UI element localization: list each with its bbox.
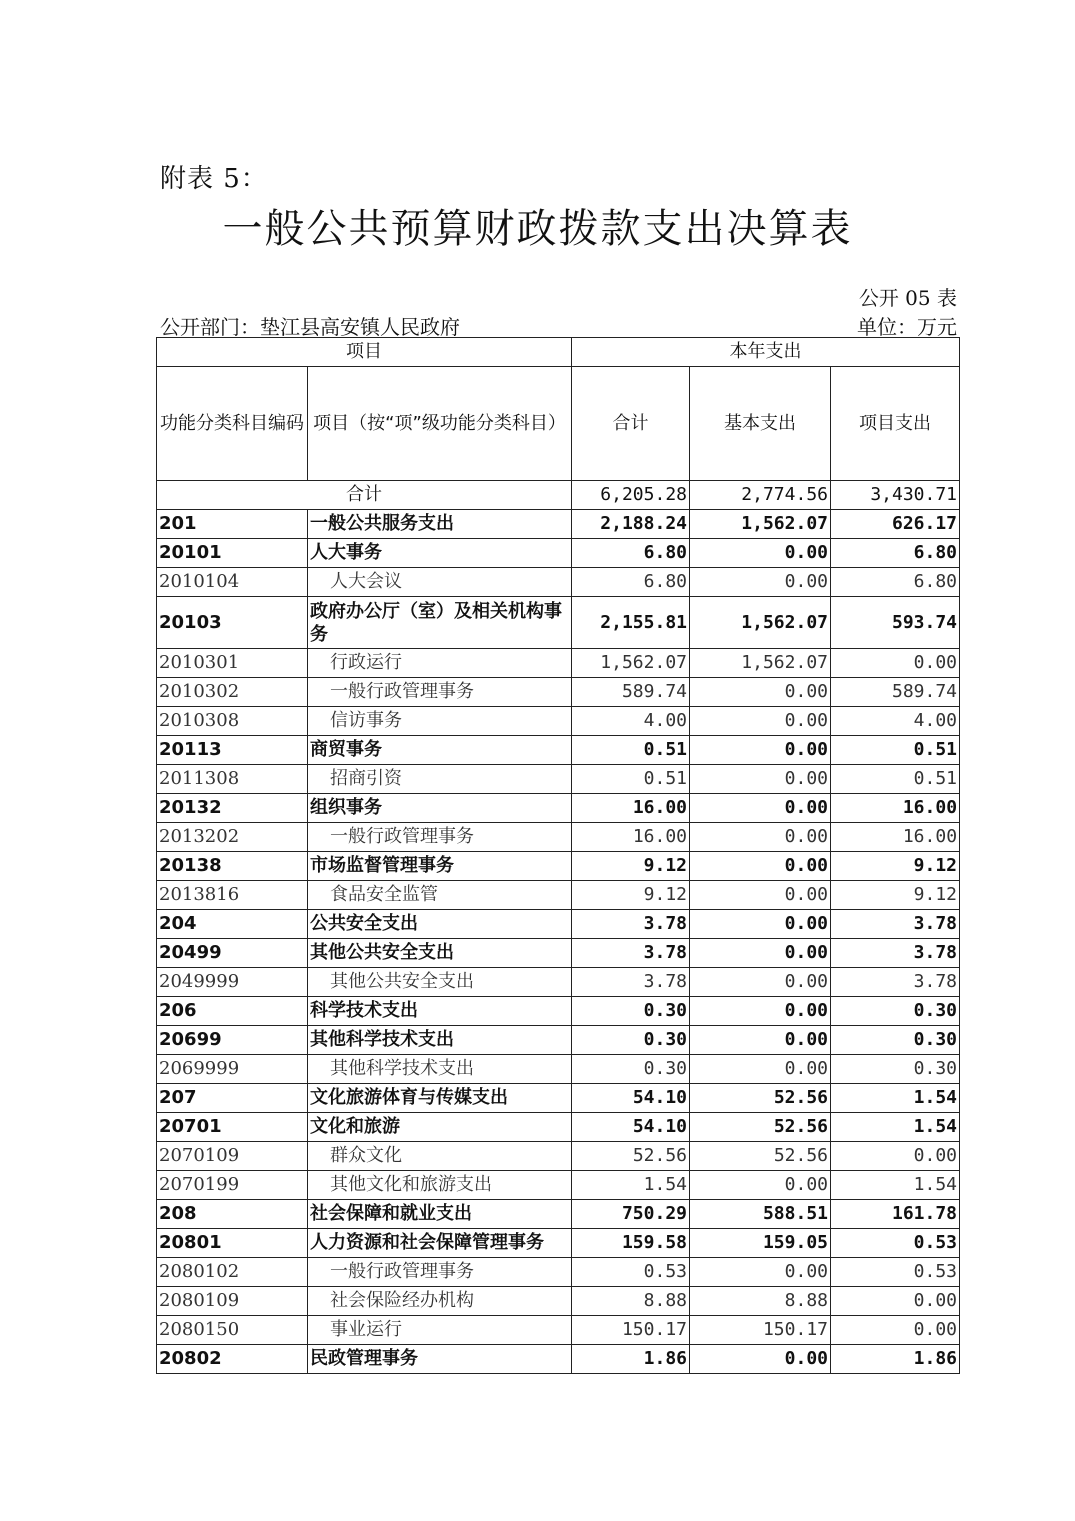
- header-name: 项目（按“项”级功能分类科目）: [308, 367, 572, 481]
- cell-code: 20101: [157, 539, 308, 568]
- cell-basic: 1,562.07: [690, 510, 831, 539]
- table-row: [157, 539, 960, 568]
- table-row: [157, 1345, 960, 1374]
- header-code: 功能分类科目编码: [157, 367, 308, 481]
- cell-name: 群众文化: [308, 1142, 572, 1171]
- cell-basic: 0.00: [690, 1258, 831, 1287]
- cell-basic: 588.51: [690, 1200, 831, 1229]
- cell-total: 54.10: [572, 1084, 690, 1113]
- cell-total: 750.29: [572, 1200, 690, 1229]
- cell-name: 文化和旅游: [308, 1113, 572, 1142]
- cell-project: 3.78: [831, 939, 960, 968]
- cell-name: 其他文化和旅游支出: [308, 1171, 572, 1200]
- cell-project: 16.00: [831, 794, 960, 823]
- cell-project: 0.30: [831, 1026, 960, 1055]
- cell-total: 3.78: [572, 910, 690, 939]
- cell-name: 事业运行: [308, 1316, 572, 1345]
- cell-basic: 0.00: [690, 939, 831, 968]
- cell-total: 6.80: [572, 539, 690, 568]
- total-label: 合计: [157, 481, 572, 510]
- table-row: [157, 968, 960, 997]
- total-cell-project: 3,430.71: [831, 481, 960, 510]
- cell-name: 商贸事务: [308, 736, 572, 765]
- cell-name: 其他公共安全支出: [308, 939, 572, 968]
- cell-name: 一般行政管理事务: [308, 678, 572, 707]
- cell-project: 0.53: [831, 1258, 960, 1287]
- cell-name: 组织事务: [308, 794, 572, 823]
- cell-project: 9.12: [831, 852, 960, 881]
- cell-code: 2080102: [157, 1258, 308, 1287]
- cell-name: 文化旅游体育与传媒支出: [308, 1084, 572, 1113]
- table-row: [157, 881, 960, 910]
- expenditure-table: [156, 337, 960, 1374]
- appendix-label: 附表 5：: [160, 164, 268, 194]
- total-cell-total: 6,205.28: [572, 481, 690, 510]
- cell-project: 0.00: [831, 1142, 960, 1171]
- cell-name: 人大会议: [308, 568, 572, 597]
- cell-code: 2049999: [157, 968, 308, 997]
- table-row: [157, 1113, 960, 1142]
- table-row: [157, 707, 960, 736]
- cell-total: 1.86: [572, 1345, 690, 1374]
- cell-project: 1.54: [831, 1084, 960, 1113]
- table-row: [157, 794, 960, 823]
- cell-name: 其他科学技术支出: [308, 1055, 572, 1084]
- cell-basic: 0.00: [690, 707, 831, 736]
- table-row: [157, 1142, 960, 1171]
- cell-total: 0.30: [572, 1055, 690, 1084]
- total-cell-basic: 2,774.56: [690, 481, 831, 510]
- table-row: [157, 736, 960, 765]
- cell-total: 1,562.07: [572, 649, 690, 678]
- table-row: [157, 997, 960, 1026]
- cell-basic: 0.00: [690, 736, 831, 765]
- form-number: 公开 05 表: [858, 286, 957, 310]
- cell-basic: 0.00: [690, 968, 831, 997]
- total-row: [157, 481, 960, 510]
- cell-basic: 150.17: [690, 1316, 831, 1345]
- cell-basic: 1,562.07: [690, 649, 831, 678]
- cell-name: 人大事务: [308, 539, 572, 568]
- table-row: [157, 1171, 960, 1200]
- cell-project: 1.54: [831, 1113, 960, 1142]
- cell-project: 593.74: [831, 597, 960, 649]
- cell-total: 16.00: [572, 823, 690, 852]
- cell-name: 民政管理事务: [308, 1345, 572, 1374]
- table-row: [157, 568, 960, 597]
- cell-code: 2069999: [157, 1055, 308, 1084]
- table-row: [157, 678, 960, 707]
- cell-name: 公共安全支出: [308, 910, 572, 939]
- cell-name: 信访事务: [308, 707, 572, 736]
- cell-project: 1.86: [831, 1345, 960, 1374]
- cell-basic: 52.56: [690, 1142, 831, 1171]
- cell-total: 8.88: [572, 1287, 690, 1316]
- table-row: [157, 1229, 960, 1258]
- table-row: [157, 852, 960, 881]
- cell-basic: 52.56: [690, 1084, 831, 1113]
- cell-code: 20699: [157, 1026, 308, 1055]
- cell-code: 20701: [157, 1113, 308, 1142]
- cell-basic: 0.00: [690, 1345, 831, 1374]
- cell-total: 589.74: [572, 678, 690, 707]
- cell-total: 0.51: [572, 765, 690, 794]
- cell-project: 9.12: [831, 881, 960, 910]
- table-row: [157, 823, 960, 852]
- cell-code: 20132: [157, 794, 308, 823]
- cell-basic: 0.00: [690, 1171, 831, 1200]
- cell-basic: 0.00: [690, 794, 831, 823]
- cell-basic: 0.00: [690, 765, 831, 794]
- cell-name: 市场监督管理事务: [308, 852, 572, 881]
- cell-project: 6.80: [831, 568, 960, 597]
- table-row: [157, 597, 960, 649]
- table-row: [157, 765, 960, 794]
- cell-code: 20801: [157, 1229, 308, 1258]
- cell-project: 0.00: [831, 1316, 960, 1345]
- table-row: [157, 910, 960, 939]
- cell-code: 2080109: [157, 1287, 308, 1316]
- table-row: [157, 1316, 960, 1345]
- table-row: [157, 1287, 960, 1316]
- cell-name: 行政运行: [308, 649, 572, 678]
- cell-name: 其他公共安全支出: [308, 968, 572, 997]
- cell-name: 政府办公厅（室）及相关机构事务: [308, 597, 572, 649]
- cell-code: 2080150: [157, 1316, 308, 1345]
- header-item-group: 项目: [157, 338, 572, 367]
- cell-basic: 0.00: [690, 823, 831, 852]
- cell-code: 2010104: [157, 568, 308, 597]
- cell-project: 0.51: [831, 736, 960, 765]
- cell-total: 9.12: [572, 852, 690, 881]
- cell-basic: 0.00: [690, 1026, 831, 1055]
- cell-basic: 159.05: [690, 1229, 831, 1258]
- cell-code: 20113: [157, 736, 308, 765]
- cell-basic: 0.00: [690, 852, 831, 881]
- header-current-year-group: 本年支出: [572, 338, 960, 367]
- cell-project: 0.00: [831, 1287, 960, 1316]
- cell-name: 一般公共服务支出: [308, 510, 572, 539]
- cell-code: 207: [157, 1084, 308, 1113]
- table-row: [157, 1258, 960, 1287]
- cell-total: 150.17: [572, 1316, 690, 1345]
- cell-project: 0.53: [831, 1229, 960, 1258]
- cell-code: 2013202: [157, 823, 308, 852]
- cell-total: 0.30: [572, 1026, 690, 1055]
- page-title: 一般公共预算财政拨款支出决算表: [222, 206, 853, 252]
- cell-total: 2,188.24: [572, 510, 690, 539]
- unit-label: 单位：万元: [857, 315, 957, 339]
- cell-project: 6.80: [831, 539, 960, 568]
- cell-basic: 0.00: [690, 1055, 831, 1084]
- cell-project: 4.00: [831, 707, 960, 736]
- cell-code: 2010302: [157, 678, 308, 707]
- cell-project: 3.78: [831, 968, 960, 997]
- cell-name: 招商引资: [308, 765, 572, 794]
- cell-code: 2010301: [157, 649, 308, 678]
- cell-basic: 8.88: [690, 1287, 831, 1316]
- cell-project: 0.00: [831, 649, 960, 678]
- cell-total: 0.53: [572, 1258, 690, 1287]
- cell-project: 161.78: [831, 1200, 960, 1229]
- department-label: 公开部门：垫江县高安镇人民政府: [160, 315, 460, 339]
- cell-total: 9.12: [572, 881, 690, 910]
- cell-total: 0.51: [572, 736, 690, 765]
- cell-name: 人力资源和社会保障管理事务: [308, 1229, 572, 1258]
- cell-code: 20138: [157, 852, 308, 881]
- cell-code: 2011308: [157, 765, 308, 794]
- table-row: [157, 649, 960, 678]
- cell-total: 3.78: [572, 968, 690, 997]
- cell-basic: 0.00: [690, 539, 831, 568]
- cell-basic: 52.56: [690, 1113, 831, 1142]
- table-row: [157, 1200, 960, 1229]
- cell-total: 52.56: [572, 1142, 690, 1171]
- cell-project: 1.54: [831, 1171, 960, 1200]
- cell-project: 589.74: [831, 678, 960, 707]
- table-row: [157, 1026, 960, 1055]
- cell-code: 20802: [157, 1345, 308, 1374]
- cell-project: 0.51: [831, 765, 960, 794]
- cell-project: 0.30: [831, 1055, 960, 1084]
- cell-total: 159.58: [572, 1229, 690, 1258]
- cell-code: 20103: [157, 597, 308, 649]
- header-total: 合计: [572, 367, 690, 481]
- cell-project: 0.30: [831, 997, 960, 1026]
- cell-code: 2010308: [157, 707, 308, 736]
- cell-code: 20499: [157, 939, 308, 968]
- cell-name: 社会保险经办机构: [308, 1287, 572, 1316]
- header-basic: 基本支出: [690, 367, 831, 481]
- cell-code: 204: [157, 910, 308, 939]
- cell-basic: 0.00: [690, 568, 831, 597]
- cell-name: 一般行政管理事务: [308, 823, 572, 852]
- cell-project: 16.00: [831, 823, 960, 852]
- cell-basic: 0.00: [690, 997, 831, 1026]
- cell-basic: 1,562.07: [690, 597, 831, 649]
- table-row: [157, 1055, 960, 1084]
- cell-name: 食品安全监管: [308, 881, 572, 910]
- cell-name: 科学技术支出: [308, 997, 572, 1026]
- header-project: 项目支出: [831, 367, 960, 481]
- cell-code: 2070109: [157, 1142, 308, 1171]
- cell-name: 其他科学技术支出: [308, 1026, 572, 1055]
- cell-code: 206: [157, 997, 308, 1026]
- cell-name: 社会保障和就业支出: [308, 1200, 572, 1229]
- cell-total: 4.00: [572, 707, 690, 736]
- cell-total: 1.54: [572, 1171, 690, 1200]
- cell-project: 3.78: [831, 910, 960, 939]
- cell-total: 54.10: [572, 1113, 690, 1142]
- cell-code: 201: [157, 510, 308, 539]
- cell-code: 2070199: [157, 1171, 308, 1200]
- cell-code: 2013816: [157, 881, 308, 910]
- cell-basic: 0.00: [690, 678, 831, 707]
- table-row: [157, 510, 960, 539]
- table-row: [157, 939, 960, 968]
- cell-name: 一般行政管理事务: [308, 1258, 572, 1287]
- cell-total: 2,155.81: [572, 597, 690, 649]
- cell-basic: 0.00: [690, 910, 831, 939]
- table-row: [157, 1084, 960, 1113]
- cell-total: 0.30: [572, 997, 690, 1026]
- cell-code: 208: [157, 1200, 308, 1229]
- cell-total: 6.80: [572, 568, 690, 597]
- cell-project: 626.17: [831, 510, 960, 539]
- cell-total: 16.00: [572, 794, 690, 823]
- cell-basic: 0.00: [690, 881, 831, 910]
- cell-total: 3.78: [572, 939, 690, 968]
